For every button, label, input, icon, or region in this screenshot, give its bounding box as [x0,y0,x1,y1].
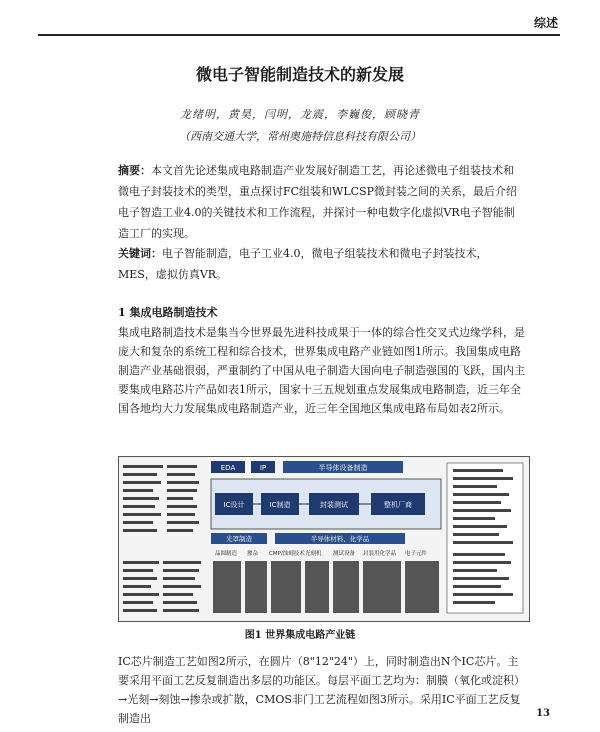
keywords-label: 关键词： [118,247,162,260]
svg-text:封装测试: 封装测试 [320,501,348,509]
figure-1-caption: 图1 世界集成电路产业链 [244,630,356,641]
svg-text:光刻机: 光刻机 [305,551,322,557]
svg-text:整机厂商: 整机厂商 [384,501,412,509]
svg-text:CMP/蚀刻技术: CMP/蚀刻技术 [269,551,305,557]
figure-1-diagram [119,457,529,621]
svg-text:半导体材料、化学品: 半导体材料、化学品 [310,535,370,543]
figure-1 [118,456,530,622]
keywords-text: 电子智能制造，电子工业4.0，微电子组装技术和微电子封装技术，MES，虚拟仿真VR。 [118,247,488,281]
eda-label: EDA [220,464,236,472]
page-number: 13 [536,708,550,719]
authors: 龙绪明，黄昊，闫明，龙震，李巍俊，顾晓青 [180,108,420,121]
keywords [118,243,524,285]
svg-text:封装用化学品: 封装用化学品 [363,551,397,557]
affiliation: （西南交通大学，常州奥施特信息科技有限公司） [179,130,421,143]
svg-text:掺杂: 掺杂 [247,551,259,557]
abstract [118,160,524,244]
svg-text:IC制造: IC制造 [269,501,291,509]
equipment-label: 半导体设备制造 [318,464,368,472]
svg-text:晶圆制造: 晶圆制造 [215,551,238,557]
ip-label: IP [259,464,267,472]
section2-paragraph: IC芯片制造工艺如图2所示，在圆片（8"12"24"）上，同时制造出N个IC芯片。主要采用平面工艺反复制造出多层的功能区。每层平面工艺均为：制膜（氧化或淀积）→光刻→刻蚀→掺杂或扩散，CMOS非门工艺流程如图3所示。采用IC平面工艺反复制造出 [118,655,525,725]
paper-title: 微电子智能制造技术的新发展 [195,65,404,84]
abstract-label: 摘要： [118,164,151,177]
section-tag: 综述 [533,16,558,30]
svg-text:IC设计: IC设计 [223,501,245,509]
abstract-text: 本文首先论述集成电路制造产业发展好制造工艺，再论述微电子组装技术和微电子封装技术的类型，重点探讨FC组装和WLCSP微封装之间的关系，最后介绍电子智造工业4.0的关键技术和工作流程，并探讨一种电数字化虚拟VR电子智能制造工厂的实现。 [118,164,518,240]
section1-paragraph: 集成电路制造技术是集当今世界最先进科技成果于一体的综合性交叉式边缘学科，是庞大和复杂的系统工程和综合技术，世界集成电路产业链如图1所示。我国集成电路制造产业基础很弱，严重制约了中国从电子制造大国向电子制造强国的飞跃，国内主要集成电路芯片产品如表1所示，国家十三五规划重点发展集成电路制造，近三年全国各地均大力发展集成电路制造产业，近三年全国地区集成电路布局如表2所示。 [118,326,525,415]
svg-text:电子元件: 电子元件 [405,551,428,557]
svg-text:测试设备: 测试设备 [333,551,356,557]
header-rule [38,34,560,36]
section1-heading: 1 集成电路制造技术 [118,306,218,319]
svg-text:光罩制造: 光罩制造 [226,535,252,543]
